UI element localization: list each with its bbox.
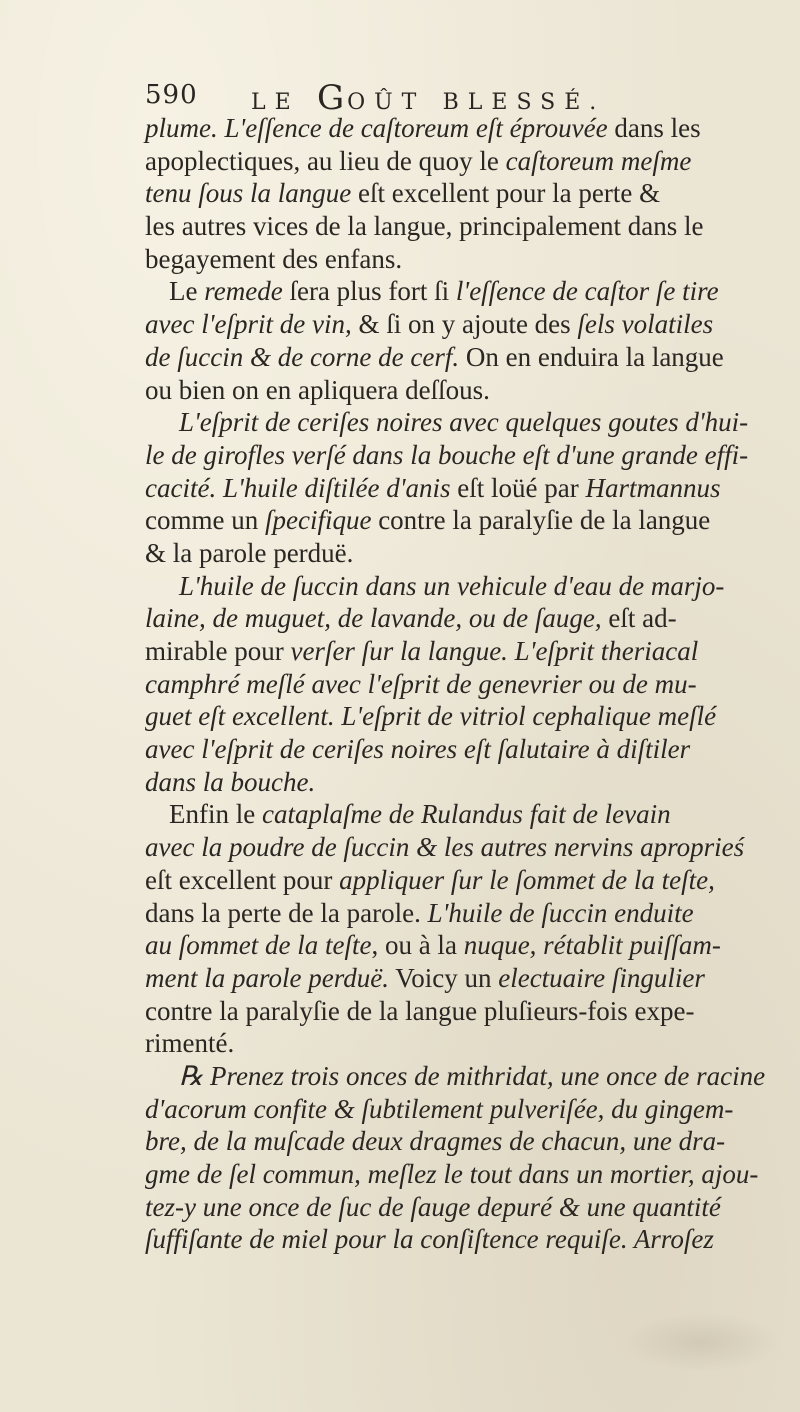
title-blesse: BLESSÉ. (442, 90, 606, 115)
roman-segment: ou bien on en apliquera deſſous. (145, 374, 490, 405)
roman-segment: contre la paralyſie de la langue (371, 505, 711, 536)
italic-segment: ſpecifique (264, 505, 372, 536)
italic-segment: Hartmannus (585, 472, 721, 503)
italic-segment: l'eſſence de caſtor ſe tire (455, 276, 719, 307)
roman-segment: Le (169, 276, 205, 307)
italic-segment: tez-y une once de ſuc de ſauge depuré & une quantité (145, 1191, 721, 1222)
italic-segment: guet eſt excellent. L'eſprit de vitriol cephalique meſlé (145, 701, 717, 732)
text-line (145, 798, 790, 831)
italic-segment: au ſommet de la teſte (145, 930, 372, 961)
text-line (145, 406, 790, 439)
italic-segment: appliquer ſur le ſommet de la teſte, (339, 864, 715, 895)
text-line (145, 668, 790, 701)
text-line (145, 995, 790, 1028)
text-line (145, 1093, 790, 1126)
text-line (145, 308, 790, 341)
italic-segment: cacité. L'huile diſtilée d'anis (145, 472, 451, 503)
text-line (145, 275, 790, 308)
roman-segment: & ſi on y ajoute des (351, 309, 578, 340)
roman-segment: On en enduira la langue (459, 341, 724, 372)
italic-segment: ment la parole perduë. (145, 962, 389, 993)
italic-segment: laine, de muguet, de lavande, ou de ſauge, (145, 603, 602, 634)
text-line (145, 1060, 790, 1093)
italic-segment: ſuffiſante de miel pour la conſiſtence requiſe. Arroſez (145, 1224, 714, 1255)
italic-segment: L'eſprit de ceriſes noires avec quelques goutes d'hui- (179, 407, 749, 438)
roman-segment: rimenté. (145, 1028, 235, 1059)
italic-segment: nuque, rétablit puiſſam- (463, 930, 721, 961)
page-number: 590 (145, 80, 198, 110)
italic-segment: d'acorum confite & ſubtilement pulveriſée, du gingem- (145, 1093, 734, 1124)
italic-segment: tenu ſous la langue (145, 178, 352, 209)
roman-segment: begayement des enfans. (145, 243, 403, 274)
roman-segment: eſt loüé par (450, 472, 586, 503)
text-line (145, 537, 790, 570)
text-line (145, 929, 790, 962)
text-line (145, 602, 790, 635)
roman-segment: contre la paralyſie de la langue pluſieurs-fois expe- (145, 995, 695, 1026)
text-line (145, 733, 790, 766)
roman-segment: eſt ad- (601, 603, 677, 634)
roman-segment: eſt excellent pour la perte & (351, 178, 661, 209)
title-rest: OÛT (347, 90, 426, 115)
italic-segment: dans la bouche. (145, 766, 316, 797)
italic-segment: de ſuccin & de corne de cerf. (145, 341, 460, 372)
text-line (145, 145, 790, 178)
roman-segment: apoplectiques, au lieu de quoy le (145, 145, 506, 176)
italic-segment: le de girofles verſé dans la bouche eſt d'une grande effi- (145, 439, 749, 470)
text-line (145, 962, 790, 995)
roman-segment: Voicy un (388, 962, 499, 993)
text-line (145, 243, 790, 276)
italic-segment: ℞ Prenez trois onces de mithridat, une once de racine (179, 1060, 766, 1091)
body-text (145, 112, 790, 1256)
text-line (145, 766, 790, 799)
italic-segment: avec l'eſprit de vin, (145, 309, 352, 340)
text-line (145, 864, 790, 897)
italic-segment: L'huile de ſuccin dans un vehicule d'eau de marjo- (179, 570, 725, 601)
roman-segment: les autres vices de la langue, principalement dans le (145, 211, 704, 242)
italic-segment: verſer ſur la langue. L'eſprit theriacal (290, 636, 699, 666)
text-line (145, 635, 790, 668)
italic-segment: avec l'eſprit de ceriſes noires eſt ſalutaire à diſtiler (145, 734, 691, 765)
italic-segment: plume. L'eſſence de caſtoreum eſt éprouvée (145, 113, 608, 143)
text-line (145, 177, 790, 210)
text-line (145, 504, 790, 537)
italic-segment: caſtoreum meſme (505, 145, 692, 176)
text-line (145, 374, 790, 407)
text-line (145, 1191, 790, 1224)
italic-segment: remede (204, 276, 283, 307)
italic-segment: electuaire ſingulier (498, 962, 705, 993)
italic-segment: camphré meſlé avec l'eſprit de genevrier ou de mu- (145, 668, 697, 699)
roman-segment: comme un (145, 505, 265, 536)
italic-segment: cataplaſme de Rulandus fait de levain (261, 799, 671, 830)
roman-segment: eſt excellent pour (145, 864, 340, 895)
italic-segment: gme de ſel commun, meſlez le tout dans un mortier, ajou- (145, 1159, 759, 1189)
roman-segment: & la parole perduë. (145, 537, 354, 568)
text-line (145, 897, 790, 930)
text-line (145, 1158, 790, 1191)
text-line (145, 1125, 790, 1158)
text-line (145, 439, 790, 472)
italic-segment: bre, de la muſcade deux dragmes de chacun, une dra- (145, 1126, 726, 1157)
roman-segment: , ou à la (371, 930, 464, 961)
title-initial: G (316, 78, 348, 118)
paper-stain (622, 1312, 782, 1372)
italic-segment: ſels volatiles (577, 309, 714, 340)
italic-segment: L'huile de ſuccin enduite (427, 897, 694, 928)
text-line (145, 831, 790, 864)
roman-segment: dans les (607, 113, 701, 143)
italic-segment: avec la poudre de ſuccin & les autres nervins aproprieś (145, 832, 745, 863)
text-line (145, 112, 790, 145)
roman-segment: Enfin le (169, 799, 262, 830)
roman-segment: dans la perte de la parole. (145, 897, 428, 928)
text-line (145, 341, 790, 374)
text-line (145, 700, 790, 733)
roman-segment: ſera plus fort ſi (282, 276, 456, 307)
text-line (145, 1027, 790, 1060)
roman-segment: mirable pour (145, 636, 291, 666)
title-article: LE (251, 90, 300, 115)
text-line (145, 570, 790, 603)
text-line (145, 1223, 790, 1256)
text-line (145, 472, 790, 505)
text-line (145, 210, 790, 243)
